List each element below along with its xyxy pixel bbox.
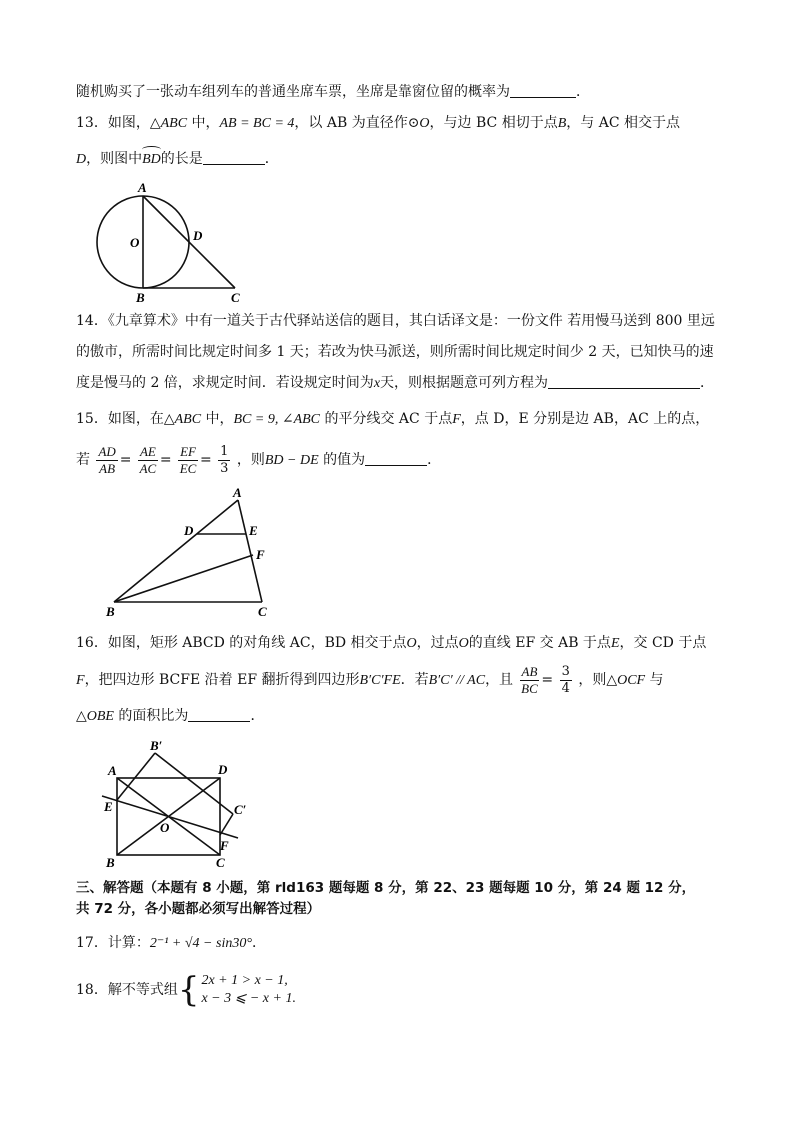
question-14-line-3: 度是慢马的 2 倍，求规定时间．若设规定时间为x天，则根据题意可列方程为 ． <box>76 375 715 391</box>
text-line-intro: 随机购买了一张动车组列车的普通坐席车票，坐席是靠窗位留的概率为 ． <box>76 84 590 100</box>
question-16-line-2: F，把四边形 BCFE 沿着 EF 翻折得到四边形B′C′FE．若B′C′ // AC，且 $\frac{AB}{BC}$ = $\frac{3}{4}$ ，则△OCF 与 <box>76 663 664 696</box>
inequality-system: 2x + 1 > x − 1, x − 3 ⩽ − x + 1. <box>201 973 296 1006</box>
answer-blank <box>548 374 700 389</box>
fraction-ae-ac: $\frac{AE}{AC}$ <box>139 443 157 476</box>
question-14-line-1: 14．《九章算术》中有一道关于古代驿站送信的题目，其白话译文是：一份文件 若用慢马送到 800 里远 <box>76 313 715 329</box>
segment-ac <box>143 196 235 288</box>
question-16-line-3: △OBE 的面积比为 ． <box>76 708 265 724</box>
label-c: C <box>258 604 267 619</box>
answer-blank <box>510 83 576 98</box>
label-a: A <box>138 180 147 195</box>
question-13-line-2: D，则图中BD的长是 ． <box>76 149 279 170</box>
fraction-ad-ab: $\frac{AD}{AB}$ <box>98 443 116 476</box>
label-d: D <box>184 523 194 538</box>
label-c: C <box>231 290 240 305</box>
question-14-line-2: 的傲市，所需时间比规定时间多 1 天；若改为快马派送，则所需时间比规定时间少 2 天，已知快马的速 <box>76 344 714 360</box>
label-b: B <box>106 604 115 619</box>
answer-blank <box>365 451 427 466</box>
label-c-prime: C′ <box>234 802 247 817</box>
figure-15 <box>100 485 280 620</box>
label-a: A <box>108 763 117 778</box>
section-3-heading-line-2: 共 72 分，各小题都必须写出解答过程） <box>76 901 321 917</box>
figure-13 <box>90 180 250 305</box>
question-15-line-2: 若 $\frac{AD}{AB}$ = $\frac{AE}{AC}$ = $\frac{EF}{EC}$ = $\frac{1}{3}$ ，则BD − DE 的值为 ． <box>76 443 442 476</box>
label-c: C <box>216 855 225 870</box>
fraction-ef-ec: $\frac{EF}{EC}$ <box>179 443 197 476</box>
segment-bf <box>114 555 253 602</box>
question-18: 18．解不等式组{ 2x + 1 > x − 1, x − 3 ⩽ − x + 1. <box>76 970 296 1010</box>
label-e: E <box>104 799 113 814</box>
label-b: B <box>136 290 145 305</box>
label-e: E <box>249 523 258 538</box>
fraction-ab-bc: $\frac{AB}{BC}$ <box>521 663 538 696</box>
arc-bd: BD <box>142 150 161 170</box>
answer-blank <box>203 150 265 165</box>
label-a: A <box>233 485 242 500</box>
left-brace: { <box>177 970 200 1010</box>
question-16-line-1: 16．如图，矩形 ABCD 的对角线 AC，BD 相交于点O，过点O的直线 EF 交 AB 于点E，交 CD 于点 <box>76 635 707 651</box>
segment-ab <box>114 500 238 602</box>
figure-16 <box>98 738 258 870</box>
question-13-line-1: 13．如图，△ABC 中，AB = BC = 4，以 AB 为直径作⊙O，与边 BC 相切于点B，与 AC 相交于点 <box>76 115 681 131</box>
label-d: D <box>218 762 228 777</box>
fraction-one-third: $\frac{1}{3}$ <box>220 443 229 476</box>
segment-c-prime-f <box>220 814 233 835</box>
label-o: O <box>130 235 140 250</box>
label-d: D <box>193 228 203 243</box>
section-3-heading-line-1: 三、解答题（本题有 8 小题，第 rld163 题每题 8 分，第 22、23 题每题 10 分，第 24 题 12 分， <box>76 880 696 896</box>
label-b-prime: B′ <box>150 738 163 753</box>
question-15-line-1: 15．如图，在△ABC 中，BC = 9, ∠ABC 的平分线交 AC 于点F，点 D，E 分别是边 AB，AC 上的点， <box>76 411 710 427</box>
label-f: F <box>220 838 229 853</box>
fraction-three-quarters: $\frac{3}{4}$ <box>561 663 570 696</box>
label-o: O <box>160 820 170 835</box>
answer-blank <box>188 707 250 722</box>
label-f: F <box>256 547 265 562</box>
label-b: B <box>106 855 115 870</box>
question-17: 17．计算：2⁻¹ + √4 − sin30°． <box>76 935 266 951</box>
